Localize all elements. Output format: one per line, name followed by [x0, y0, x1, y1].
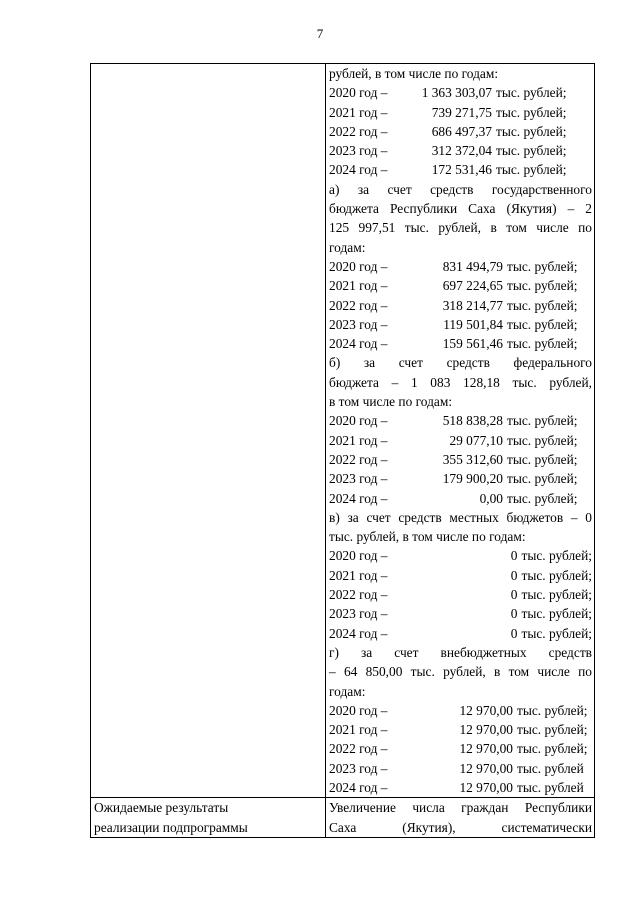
year-label: 2022 год –	[329, 741, 388, 757]
year-unit: тыс. рублей;	[496, 162, 567, 178]
year-label: 2022 год –	[329, 297, 388, 313]
year-unit: тыс. рублей;	[517, 702, 588, 718]
year-unit: тыс. рублей;	[507, 490, 578, 506]
section-heading-line: бюджета – 1 083 128,18 тыс. рублей,	[329, 374, 592, 390]
section-heading-line: в) за счет средств местных бюджетов – 0	[329, 509, 592, 525]
year-unit: тыс. рублей;	[507, 278, 578, 294]
year-row	[329, 624, 592, 643]
section-heading-line: а) за счет средств государственного	[329, 181, 592, 197]
year-row	[329, 546, 592, 565]
year-amount: 0	[510, 606, 518, 622]
year-unit: тыс. рублей;	[507, 336, 578, 352]
year-amount: 0	[510, 625, 518, 641]
total-by-year-list	[329, 83, 592, 179]
section-heading-line: годам:	[329, 239, 366, 255]
year-amount: 318 214,77	[442, 297, 503, 313]
year-row	[329, 701, 592, 720]
year-amount: 518 838,28	[442, 413, 503, 429]
year-amount: 312 372,04	[431, 143, 492, 159]
extrabudgetary-section	[329, 643, 592, 797]
year-label: 2023 год –	[329, 760, 388, 776]
year-row	[329, 276, 592, 295]
year-unit: тыс. рублей;	[521, 548, 592, 564]
year-row	[329, 257, 592, 276]
year-amount: 12 970,00	[459, 722, 513, 738]
year-label: 2020 год –	[329, 548, 388, 564]
expected-results-text	[326, 798, 595, 838]
year-row	[329, 604, 592, 623]
year-unit: тыс. рублей;	[517, 722, 588, 738]
funding-label-cell	[91, 64, 326, 798]
page-number: 7	[316, 26, 324, 41]
year-unit: тыс. рублей;	[521, 587, 592, 603]
year-label: 2024 год –	[329, 625, 388, 641]
year-amount: 159 561,46	[442, 336, 503, 352]
year-unit: тыс. рублей;	[507, 297, 578, 313]
year-label: 2021 год –	[329, 722, 388, 738]
expected-results-row	[91, 798, 595, 838]
year-label: 2023 год –	[329, 471, 388, 487]
year-label: 2020 год –	[329, 413, 388, 429]
year-row	[329, 334, 592, 353]
section-heading-line: тыс. рублей, в том числе по годам:	[329, 529, 526, 545]
year-label: 2024 год –	[329, 336, 388, 352]
year-unit: тыс. рублей;	[507, 413, 578, 429]
year-row	[329, 566, 592, 585]
year-amount: 0	[510, 567, 518, 583]
year-amount: 29 077,10	[449, 432, 503, 448]
year-row	[329, 296, 592, 315]
year-amount: 0	[510, 587, 518, 603]
year-row	[329, 411, 592, 430]
year-row	[329, 103, 592, 122]
year-unit: тыс. рублей;	[507, 432, 578, 448]
year-row	[329, 83, 592, 102]
year-row	[329, 160, 592, 179]
section-heading-line: г) за счет внебюджетных средств	[329, 644, 592, 660]
expected-results-label	[91, 798, 326, 838]
year-amount: 686 497,37	[431, 123, 492, 139]
year-unit: тыс. рублей;	[507, 258, 578, 274]
year-amount: 179 900,20	[442, 471, 503, 487]
year-row	[329, 122, 592, 141]
year-amount: 119 501,84	[443, 316, 503, 332]
year-label: 2023 год –	[329, 316, 388, 332]
program-passport-table	[90, 63, 595, 838]
year-amount: 697 224,65	[442, 278, 503, 294]
text-line: Саха (Якутия), систематически	[329, 819, 592, 835]
year-label: 2020 год –	[329, 85, 388, 101]
year-label: 2021 год –	[329, 104, 388, 120]
section-heading-line: бюджета Республики Саха (Якутия) – 2	[329, 201, 592, 217]
year-unit: тыс. рублей;	[517, 741, 588, 757]
year-row	[329, 450, 592, 469]
local-budget-section	[329, 508, 592, 643]
year-label: 2023 год –	[329, 143, 388, 159]
year-amount: 0,00	[479, 490, 503, 506]
state-budget-section	[329, 180, 592, 354]
year-unit: тыс. рублей;	[496, 85, 567, 101]
year-amount: 172 531,46	[431, 162, 492, 178]
section-heading-line: 125 997,51 тыс. рублей, в том числе по	[329, 220, 592, 236]
year-unit: тыс. рублей;	[507, 471, 578, 487]
year-row	[329, 739, 592, 758]
year-amount: 1 363 303,07	[421, 85, 492, 101]
year-row	[329, 489, 592, 508]
year-unit: тыс. рублей	[517, 779, 584, 795]
year-unit: тыс. рублей;	[521, 567, 592, 583]
year-unit: тыс. рублей;	[507, 451, 578, 467]
year-unit: тыс. рублей;	[507, 316, 578, 332]
funding-intro: рублей, в том числе по годам:	[329, 66, 499, 81]
year-row	[329, 431, 592, 450]
year-unit: тыс. рублей;	[521, 606, 592, 622]
year-amount: 831 494,79	[442, 258, 503, 274]
year-unit: тыс. рублей;	[496, 123, 567, 139]
year-amount: 355 312,60	[442, 451, 503, 467]
federal-budget-section	[329, 353, 592, 507]
year-label: 2020 год –	[329, 258, 388, 274]
section-heading-line: годам:	[329, 683, 366, 699]
year-label: 2021 год –	[329, 432, 388, 448]
year-label: 2023 год –	[329, 606, 388, 622]
year-label: 2022 год –	[329, 123, 388, 139]
label-line: реализации подпрограммы	[94, 819, 248, 835]
year-unit: тыс. рублей;	[521, 625, 592, 641]
year-label: 2022 год –	[329, 587, 388, 603]
year-amount: 12 970,00	[459, 702, 513, 718]
year-unit: тыс. рублей;	[496, 143, 567, 159]
funding-row	[91, 64, 595, 798]
year-label: 2024 год –	[329, 162, 388, 178]
section-heading-line: в том числе по годам:	[329, 394, 453, 410]
year-label: 2024 год –	[329, 490, 388, 506]
funding-value-cell	[326, 64, 595, 798]
year-label: 2022 год –	[329, 451, 388, 467]
year-label: 2024 год –	[329, 779, 388, 795]
year-label: 2020 год –	[329, 702, 388, 718]
text-line: Увеличение числа граждан Республики	[329, 800, 592, 816]
year-row	[329, 469, 592, 488]
section-heading-line: – 64 850,00 тыс. рублей, в том числе по	[329, 664, 592, 680]
year-unit: тыс. рублей;	[496, 104, 567, 120]
year-amount: 12 970,00	[459, 760, 513, 776]
year-row	[329, 315, 592, 334]
year-unit: тыс. рублей	[517, 760, 584, 776]
year-row	[329, 141, 592, 160]
year-label: 2021 год –	[329, 278, 388, 294]
year-row	[329, 585, 592, 604]
year-amount: 12 970,00	[459, 779, 513, 795]
year-amount: 739 271,75	[431, 104, 492, 120]
year-row	[329, 778, 592, 797]
label-line: Ожидаемые результаты	[94, 800, 229, 816]
section-heading-line: б) за счет средств федерального	[329, 355, 592, 371]
year-row	[329, 759, 592, 778]
year-row	[329, 720, 592, 739]
year-amount: 0	[510, 548, 518, 564]
year-amount: 12 970,00	[459, 741, 513, 757]
year-label: 2021 год –	[329, 567, 388, 583]
